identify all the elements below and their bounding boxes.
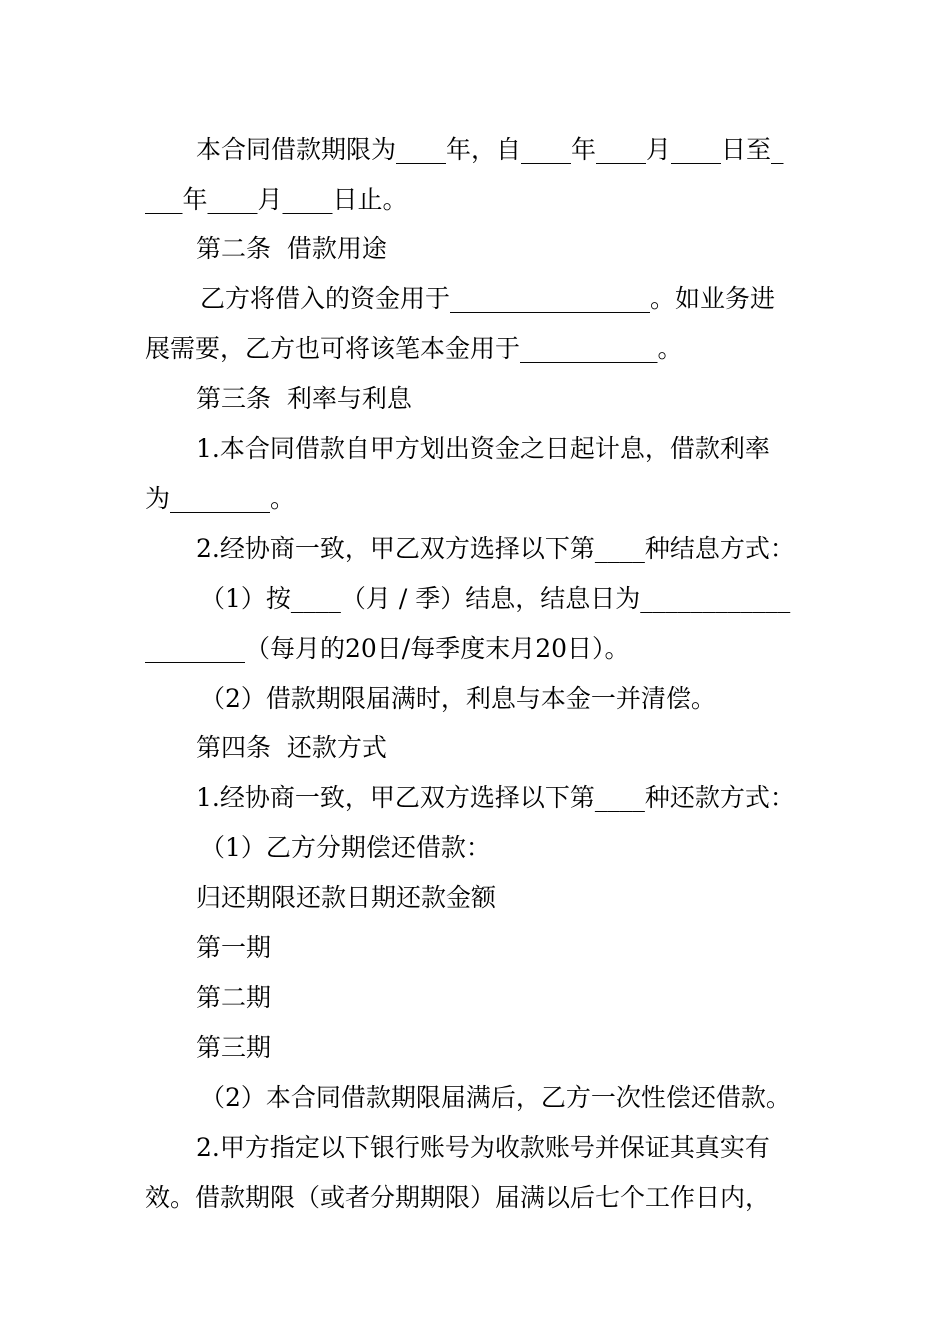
paragraph-interest-option-2: （2）借款期限届满时，利息与本金一并清偿。 bbox=[200, 684, 716, 713]
heading-article-4: 第四条 还款方式 bbox=[196, 733, 387, 762]
paragraph-loan-term-cont: ___年____月____日止。 bbox=[145, 185, 408, 214]
heading-article-2: 第二条 借款用途 bbox=[196, 234, 387, 263]
paragraph-bank-account: 2.甲方指定以下银行账号为收款账号并保证其真实有 bbox=[196, 1133, 770, 1162]
paragraph-interest-option-1: （1）按____（月 / 季）结息，结息日为____________ bbox=[200, 584, 791, 613]
heading-article-3: 第三条 利率与利息 bbox=[196, 384, 412, 413]
table-header-row: 归还期限还款日期还款金额 bbox=[196, 883, 497, 912]
paragraph-loan-purpose-cont: 展需要，乙方也可将该笔本金用于___________。 bbox=[145, 334, 683, 363]
paragraph-interest-start: 1.本合同借款自甲方划出资金之日起计息，借款利率 bbox=[196, 434, 770, 463]
paragraph-loan-term: 本合同借款期限为____年，自____年____月____日至_ bbox=[196, 135, 784, 164]
installment-row-2: 第二期 bbox=[196, 983, 272, 1012]
paragraph-repayment-option-2: （2）本合同借款期限届满后，乙方一次性偿还借款。 bbox=[200, 1083, 791, 1112]
paragraph-interest-option-1-cont: ________（每月的20日/每季度末月20日）。 bbox=[145, 634, 630, 663]
paragraph-interest-method: 2.经协商一致，甲乙双方选择以下第____种结息方式： bbox=[196, 534, 795, 563]
paragraph-interest-rate: 为________。 bbox=[145, 484, 296, 513]
installment-row-1: 第一期 bbox=[196, 933, 272, 962]
paragraph-loan-purpose: 乙方将借入的资金用于________________。如业务进 bbox=[200, 284, 776, 313]
paragraph-repayment-option-1: （1）乙方分期偿还借款： bbox=[200, 833, 491, 862]
paragraph-repayment-method: 1.经协商一致，甲乙双方选择以下第____种还款方式： bbox=[196, 783, 795, 812]
installment-row-3: 第三期 bbox=[196, 1033, 272, 1062]
paragraph-bank-account-cont: 效。借款期限（或者分期期限）届满以后七个工作日内， bbox=[145, 1183, 771, 1212]
